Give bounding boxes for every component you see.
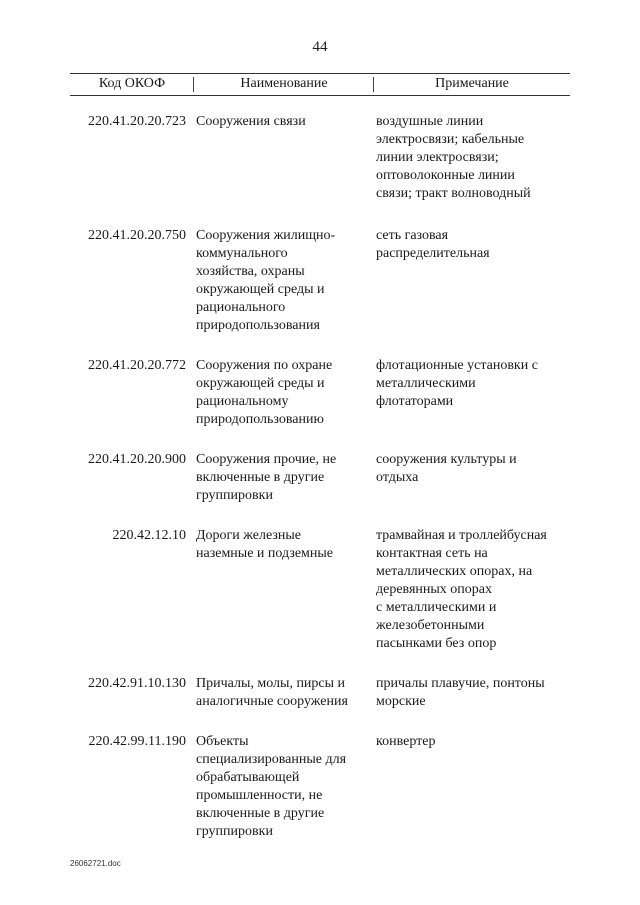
item-note <box>376 227 490 263</box>
table-row <box>0 357 640 429</box>
item-note-line: электросвязи; кабельные <box>376 132 525 147</box>
item-name-line: включенные в другие <box>196 470 325 485</box>
item-name-line: наземные и подземные <box>196 546 334 561</box>
item-note-line: линии электросвязи; <box>376 150 499 165</box>
item-name <box>196 113 306 131</box>
item-name-line: Сооружения жилищно- <box>196 228 336 243</box>
item-name-line: Сооружения связи <box>196 114 306 129</box>
item-note-line: оптоволоконные линии <box>376 168 515 183</box>
item-note-line: причалы плавучие, понтоны <box>376 676 545 691</box>
item-note-line: железобетонными <box>376 618 485 633</box>
item-note-line: связи; тракт волноводный <box>376 186 531 201</box>
table-header <box>70 73 570 96</box>
table-body <box>0 113 640 861</box>
item-name-line: аналогичные сооружения <box>196 694 348 709</box>
table-row <box>0 227 640 335</box>
okof-code: 220.41.20.20.750 <box>88 228 186 243</box>
item-name-line: группировки <box>196 488 273 503</box>
item-note-line: флотационные установки с <box>376 358 538 373</box>
item-note-line: деревянных опорах <box>376 582 493 597</box>
item-note-line: конвертер <box>376 734 436 749</box>
item-name-line: окружающей среды и <box>196 376 325 391</box>
okof-code: 220.42.12.10 <box>112 528 186 543</box>
footer-filename: 26062721.doc <box>70 859 121 868</box>
item-name-line: обрабатывающей <box>196 770 300 785</box>
item-name-line: промышленности, не <box>196 788 323 803</box>
item-note-line: с металлическими и <box>376 600 497 615</box>
header-note: Примечание <box>435 76 509 91</box>
item-name <box>196 675 348 711</box>
item-name-line: включенные в другие <box>196 806 325 821</box>
item-note-line: сооружения культуры и <box>376 452 517 467</box>
item-note <box>376 675 545 711</box>
table-row <box>0 733 640 841</box>
item-name-line: природопользования <box>196 318 320 333</box>
item-note-line: пасынками без опор <box>376 636 497 651</box>
item-name-line: Объекты <box>196 734 249 749</box>
okof-code: 220.41.20.20.723 <box>88 114 186 129</box>
item-name-line: Сооружения по охране <box>196 358 333 373</box>
item-note <box>376 113 531 203</box>
item-note <box>376 357 538 411</box>
item-note <box>376 451 517 487</box>
table-row <box>0 675 640 711</box>
item-note-line: контактная сеть на <box>376 546 488 561</box>
page-number: 44 <box>312 39 328 55</box>
item-name-line: группировки <box>196 824 273 839</box>
item-note-line: металлическими <box>376 376 476 391</box>
header-code: Код ОКОФ <box>98 76 166 91</box>
item-name-line: коммунального <box>196 246 288 261</box>
item-name-line: хозяйства, охраны <box>196 264 305 279</box>
item-name <box>196 733 346 841</box>
item-name-line: рациональному <box>196 394 289 409</box>
item-name-line: природопользованию <box>196 412 324 427</box>
item-name <box>196 227 335 335</box>
item-name-line: рационального <box>196 300 286 315</box>
item-name-line: Причалы, молы, пирсы и <box>196 676 346 691</box>
header-name: Наименование <box>240 76 328 91</box>
item-note <box>376 733 435 751</box>
item-note-line: распределительная <box>376 246 490 261</box>
item-note-line: отдыха <box>376 470 419 485</box>
item-note-line: воздушные линии <box>376 114 484 129</box>
okof-code: 220.41.20.20.900 <box>88 452 186 467</box>
table-row <box>0 527 640 653</box>
table-row <box>0 451 640 505</box>
item-name <box>196 527 333 563</box>
item-name-line: Дороги железные <box>196 528 301 543</box>
okof-code: 220.42.91.10.130 <box>88 676 186 691</box>
item-note-line: морские <box>376 694 426 709</box>
item-name <box>196 357 332 429</box>
table-row <box>0 113 640 203</box>
item-name-line: Сооружения прочие, не <box>196 452 337 467</box>
item-note-line: флотаторами <box>376 394 454 409</box>
item-name-line: специализированные для <box>196 752 347 767</box>
item-note-line: трамвайная и троллейбусная <box>376 528 547 543</box>
item-note-line: металлических опорах, на <box>376 564 533 579</box>
item-note <box>376 527 547 653</box>
okof-code: 220.41.20.20.772 <box>88 358 186 373</box>
item-name <box>196 451 336 505</box>
item-name-line: окружающей среды и <box>196 282 325 297</box>
item-note-line: сеть газовая <box>376 228 449 243</box>
okof-code: 220.42.99.11.190 <box>88 734 186 749</box>
